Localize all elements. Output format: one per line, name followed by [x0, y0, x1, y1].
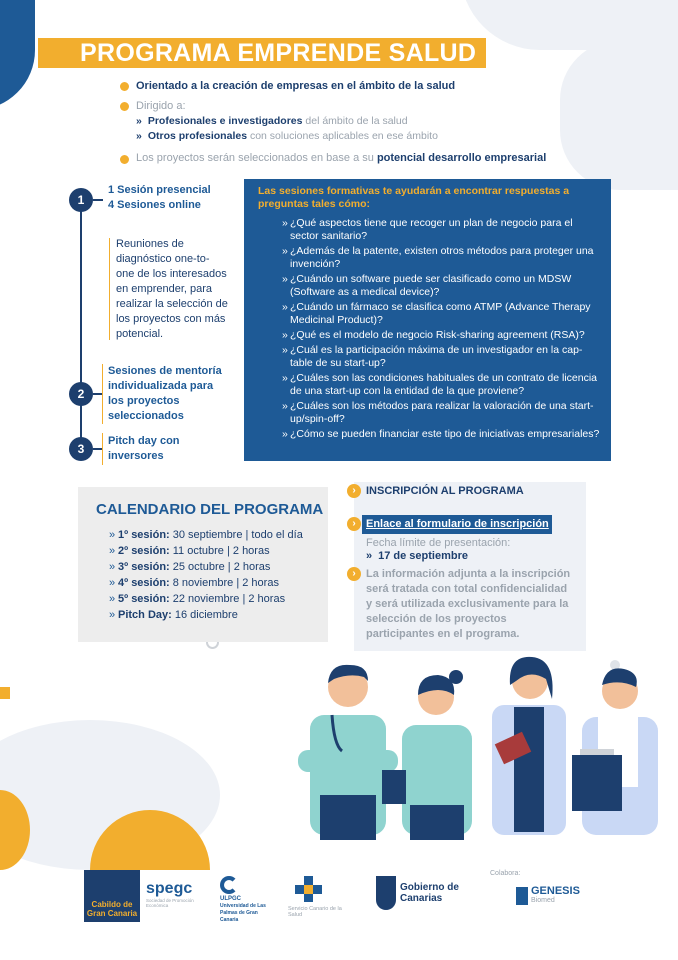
- calendar-list: [96, 527, 328, 623]
- step-3-accent-line: [102, 433, 103, 465]
- calendar-session-value: 22 noviembre | 2 horas: [169, 593, 286, 605]
- bullet-dot: [120, 102, 129, 111]
- question-item: [258, 344, 601, 370]
- intro-sub-1-bold: Profesionales e investigadores: [147, 115, 303, 127]
- logo-scs-mark: [292, 876, 332, 902]
- calendar-session-value: 30 septiembre | todo el día: [169, 529, 303, 541]
- intro-item-2-label: Dirigido a:: [136, 100, 186, 112]
- bullet-dot: [120, 82, 129, 91]
- calendar-row: [96, 575, 328, 591]
- question-text: ¿Cuáles son las condiciones habituales de un contrato de licencia de una start-up con la entidad de la que proviene?: [290, 372, 598, 397]
- intro-item-3: [136, 152, 546, 164]
- question-item: [258, 400, 601, 426]
- registration-form-link[interactable]: Enlace al formulario de inscripción: [362, 515, 552, 534]
- logo-scs: [288, 876, 354, 918]
- question-item: [258, 329, 601, 342]
- question-item: [258, 428, 601, 441]
- decor-shape-grey-right: [560, 40, 678, 190]
- chevron-marker: »: [282, 428, 288, 440]
- calendar-session-label: 5º sesión:: [118, 593, 170, 605]
- calendar-entry: [118, 591, 285, 607]
- page-title: PROGRAMA EMPRENDE SALUD: [66, 38, 486, 68]
- chevron-marker: »: [282, 344, 288, 356]
- calendar-session-label: 4º sesión:: [118, 577, 170, 589]
- calendar-title: CALENDARIO DEL PROGRAMA: [96, 501, 324, 518]
- question-text: ¿Qué aspectos tiene que recoger un plan de negocio para el sector sanitario?: [290, 217, 573, 242]
- intro-sub-1-rest: del ámbito de la salud: [302, 115, 408, 127]
- question-text: ¿Además de la patente, existen otros métodos para proteger una invención?: [290, 245, 594, 270]
- question-item: [258, 301, 601, 327]
- diagnostic-text: Reuniones de diagnóstico one-to- one de los interesados en emprender, para realizar la selección de los proyectos con más potencial.: [116, 238, 228, 340]
- logo-scs-text: Servicio Canario de la Salud: [288, 906, 342, 918]
- logo-genesis-mark: [516, 887, 528, 905]
- calendar-session-value: 25 octubre | 2 horas: [169, 561, 271, 573]
- question-text: ¿Cuándo un software puede ser clasificado como un MDSW (Software as a medical device)?: [290, 273, 572, 298]
- decor-blob-top-left: [0, 0, 35, 110]
- calendar-session-label: 1º sesión:: [118, 529, 170, 541]
- logo-gobierno-text: Gobierno de Canarias: [400, 882, 459, 904]
- inscription-heading: INSCRIPCIÓN AL PROGRAMA: [366, 485, 524, 497]
- intro-item-1: Orientado a la creación de empresas en el ámbito de la salud: [136, 80, 456, 92]
- calendar-row: [96, 607, 328, 623]
- logo-spegc: [146, 880, 202, 908]
- chevron-right-icon: ›: [347, 567, 361, 581]
- logo-scs-block: [304, 894, 313, 902]
- calendar-session-label: Pitch Day:: [118, 609, 172, 621]
- calendar-session-label: 3º sesión:: [118, 561, 170, 573]
- question-text: ¿Cuáles son los métodos para realizar la valoración de una start-up/spin-off?: [290, 400, 594, 425]
- questions-list: [258, 217, 601, 441]
- chevron-marker: »: [282, 301, 288, 313]
- questions-panel: [244, 179, 611, 461]
- calendar-entry: [118, 543, 270, 559]
- chevron-marker: »: [109, 593, 116, 605]
- calendar-entry: [118, 575, 279, 591]
- deadline-value-row: [366, 550, 468, 562]
- calendar-panel: [78, 487, 328, 642]
- logo-scs-block: [313, 885, 322, 894]
- question-text: ¿Cuándo un fármaco se clasifica como ATMP (Advance Therapy Medicinal Product)?: [290, 301, 591, 326]
- logo-genesis: [516, 886, 580, 905]
- logo-scs-block: [295, 885, 304, 894]
- questions-heading: Las sesiones formativas te ayudarán a encontrar respuestas a preguntas tales cómo:: [258, 185, 570, 210]
- logo-scs-block: [304, 885, 313, 894]
- chevron-marker: »: [109, 609, 116, 621]
- logo-ulpgc-sub: Universidad de Las Palmas de Gran Canaria: [220, 903, 266, 923]
- chevron-marker: »: [282, 372, 288, 384]
- logo-gobierno-shield: [376, 876, 396, 910]
- question-text: ¿Cómo se pueden financiar este tipo de iniciativas empresariales?: [290, 428, 600, 440]
- calendar-row: [96, 591, 328, 607]
- calendar-entry: [118, 527, 303, 543]
- step-3-badge: 3: [69, 437, 93, 461]
- calendar-row: [96, 543, 328, 559]
- question-item: [258, 217, 601, 243]
- chevron-marker: »: [109, 545, 116, 557]
- intro-sub-2-bold: Otros profesionales: [147, 130, 248, 142]
- logo-ulpgc-text: ULPGC: [220, 896, 241, 902]
- deadline-value: 17 de septiembre: [378, 550, 468, 562]
- logo-cabildo: [84, 870, 140, 922]
- logo-ulpgc-mark: [220, 876, 238, 894]
- intro-sub-2: [136, 130, 438, 142]
- intro-item-3-bold: potencial desarrollo empresarial: [376, 152, 547, 164]
- calendar-row: [96, 527, 328, 543]
- question-text: ¿Cuál es la participación máxima de un investigador en la cap-table de su start-up?: [290, 344, 583, 369]
- calendar-entry: [118, 559, 270, 575]
- logo-cabildo-text: Cabildo de Gran Canaria: [86, 900, 138, 918]
- chevron-right-icon: ›: [347, 484, 361, 498]
- illustration-doctor-2: [492, 657, 566, 835]
- illustration-doctor-1: [298, 665, 398, 840]
- chevron-marker: »: [136, 115, 142, 127]
- chevron-marker: »: [282, 400, 288, 412]
- chevron-marker: »: [282, 329, 288, 341]
- health-professionals-illustration: [290, 655, 678, 840]
- title-accent: [38, 38, 66, 68]
- question-item: [258, 245, 601, 271]
- calendar-session-value: 11 octubre | 2 horas: [169, 545, 270, 557]
- bullet-dot: [120, 155, 129, 164]
- logo-genesis-sub: Biomed: [531, 897, 555, 904]
- calendar-entry: [118, 607, 238, 623]
- decor-yellow-small: [0, 687, 10, 699]
- chevron-marker: »: [282, 217, 288, 229]
- step-2-text: Sesiones de mentoría individualizada para los proyectos seleccionados: [108, 365, 222, 422]
- logo-genesis-text-wrap: [531, 886, 580, 905]
- diagnostic-accent-line: [109, 238, 110, 340]
- chevron-marker: »: [109, 561, 116, 573]
- logo-ulpgc: [220, 876, 274, 924]
- question-text: ¿Qué es el modelo de negocio Risk-sharing agreement (RSA)?: [290, 329, 585, 341]
- intro-item-3-pre: Los proyectos serán seleccionados en base a su: [136, 152, 377, 164]
- step-1-connector: [93, 199, 103, 201]
- chevron-marker: »: [282, 245, 288, 257]
- calendar-session-value: 16 diciembre: [171, 609, 238, 621]
- chevron-right-icon: ›: [347, 517, 361, 531]
- step-1-badge: 1: [69, 188, 93, 212]
- chevron-marker: »: [109, 577, 116, 589]
- question-item: [258, 273, 601, 299]
- chevron-marker: »: [282, 273, 288, 285]
- calendar-row: [96, 559, 328, 575]
- question-item: [258, 372, 601, 398]
- intro-sub-1: [136, 115, 408, 127]
- intro-sub-2-rest: con soluciones aplicables en ese ámbito: [247, 130, 438, 142]
- step-2-accent-line: [102, 364, 103, 424]
- illustration-doctor-3: [572, 668, 658, 835]
- logo-spegc-sub: Sociedad de Promoción Económica: [146, 898, 194, 908]
- step-3-text: Pitch day con inversores: [108, 435, 180, 462]
- calendar-session-label: 2º sesión:: [118, 545, 170, 557]
- logo-genesis-text: GENESIS: [531, 885, 580, 897]
- timeline-line: [80, 193, 82, 451]
- inscription-note: La información adjunta a la inscripción será tratada con total confidencialidad y será utilizada exclusivamente para la selección de los proyectos participantes en el programa.: [366, 568, 571, 640]
- calendar-session-value: 8 noviembre | 2 horas: [169, 577, 279, 589]
- colabora-label: Colabora:: [490, 870, 521, 877]
- step-2-badge: 2: [69, 382, 93, 406]
- deadline-label: Fecha límite de presentación:: [366, 537, 511, 549]
- chevron-marker: »: [109, 529, 116, 541]
- step-1-line-2: 4 Sesiones online: [108, 199, 201, 211]
- logo-scs-block: [304, 876, 313, 885]
- logo-spegc-text: spegc: [146, 880, 193, 897]
- chevron-marker: »: [366, 550, 373, 562]
- chevron-marker: »: [136, 130, 142, 142]
- logo-gobierno: [376, 876, 466, 910]
- step-1-line-1: 1 Sesión presencial: [108, 184, 211, 196]
